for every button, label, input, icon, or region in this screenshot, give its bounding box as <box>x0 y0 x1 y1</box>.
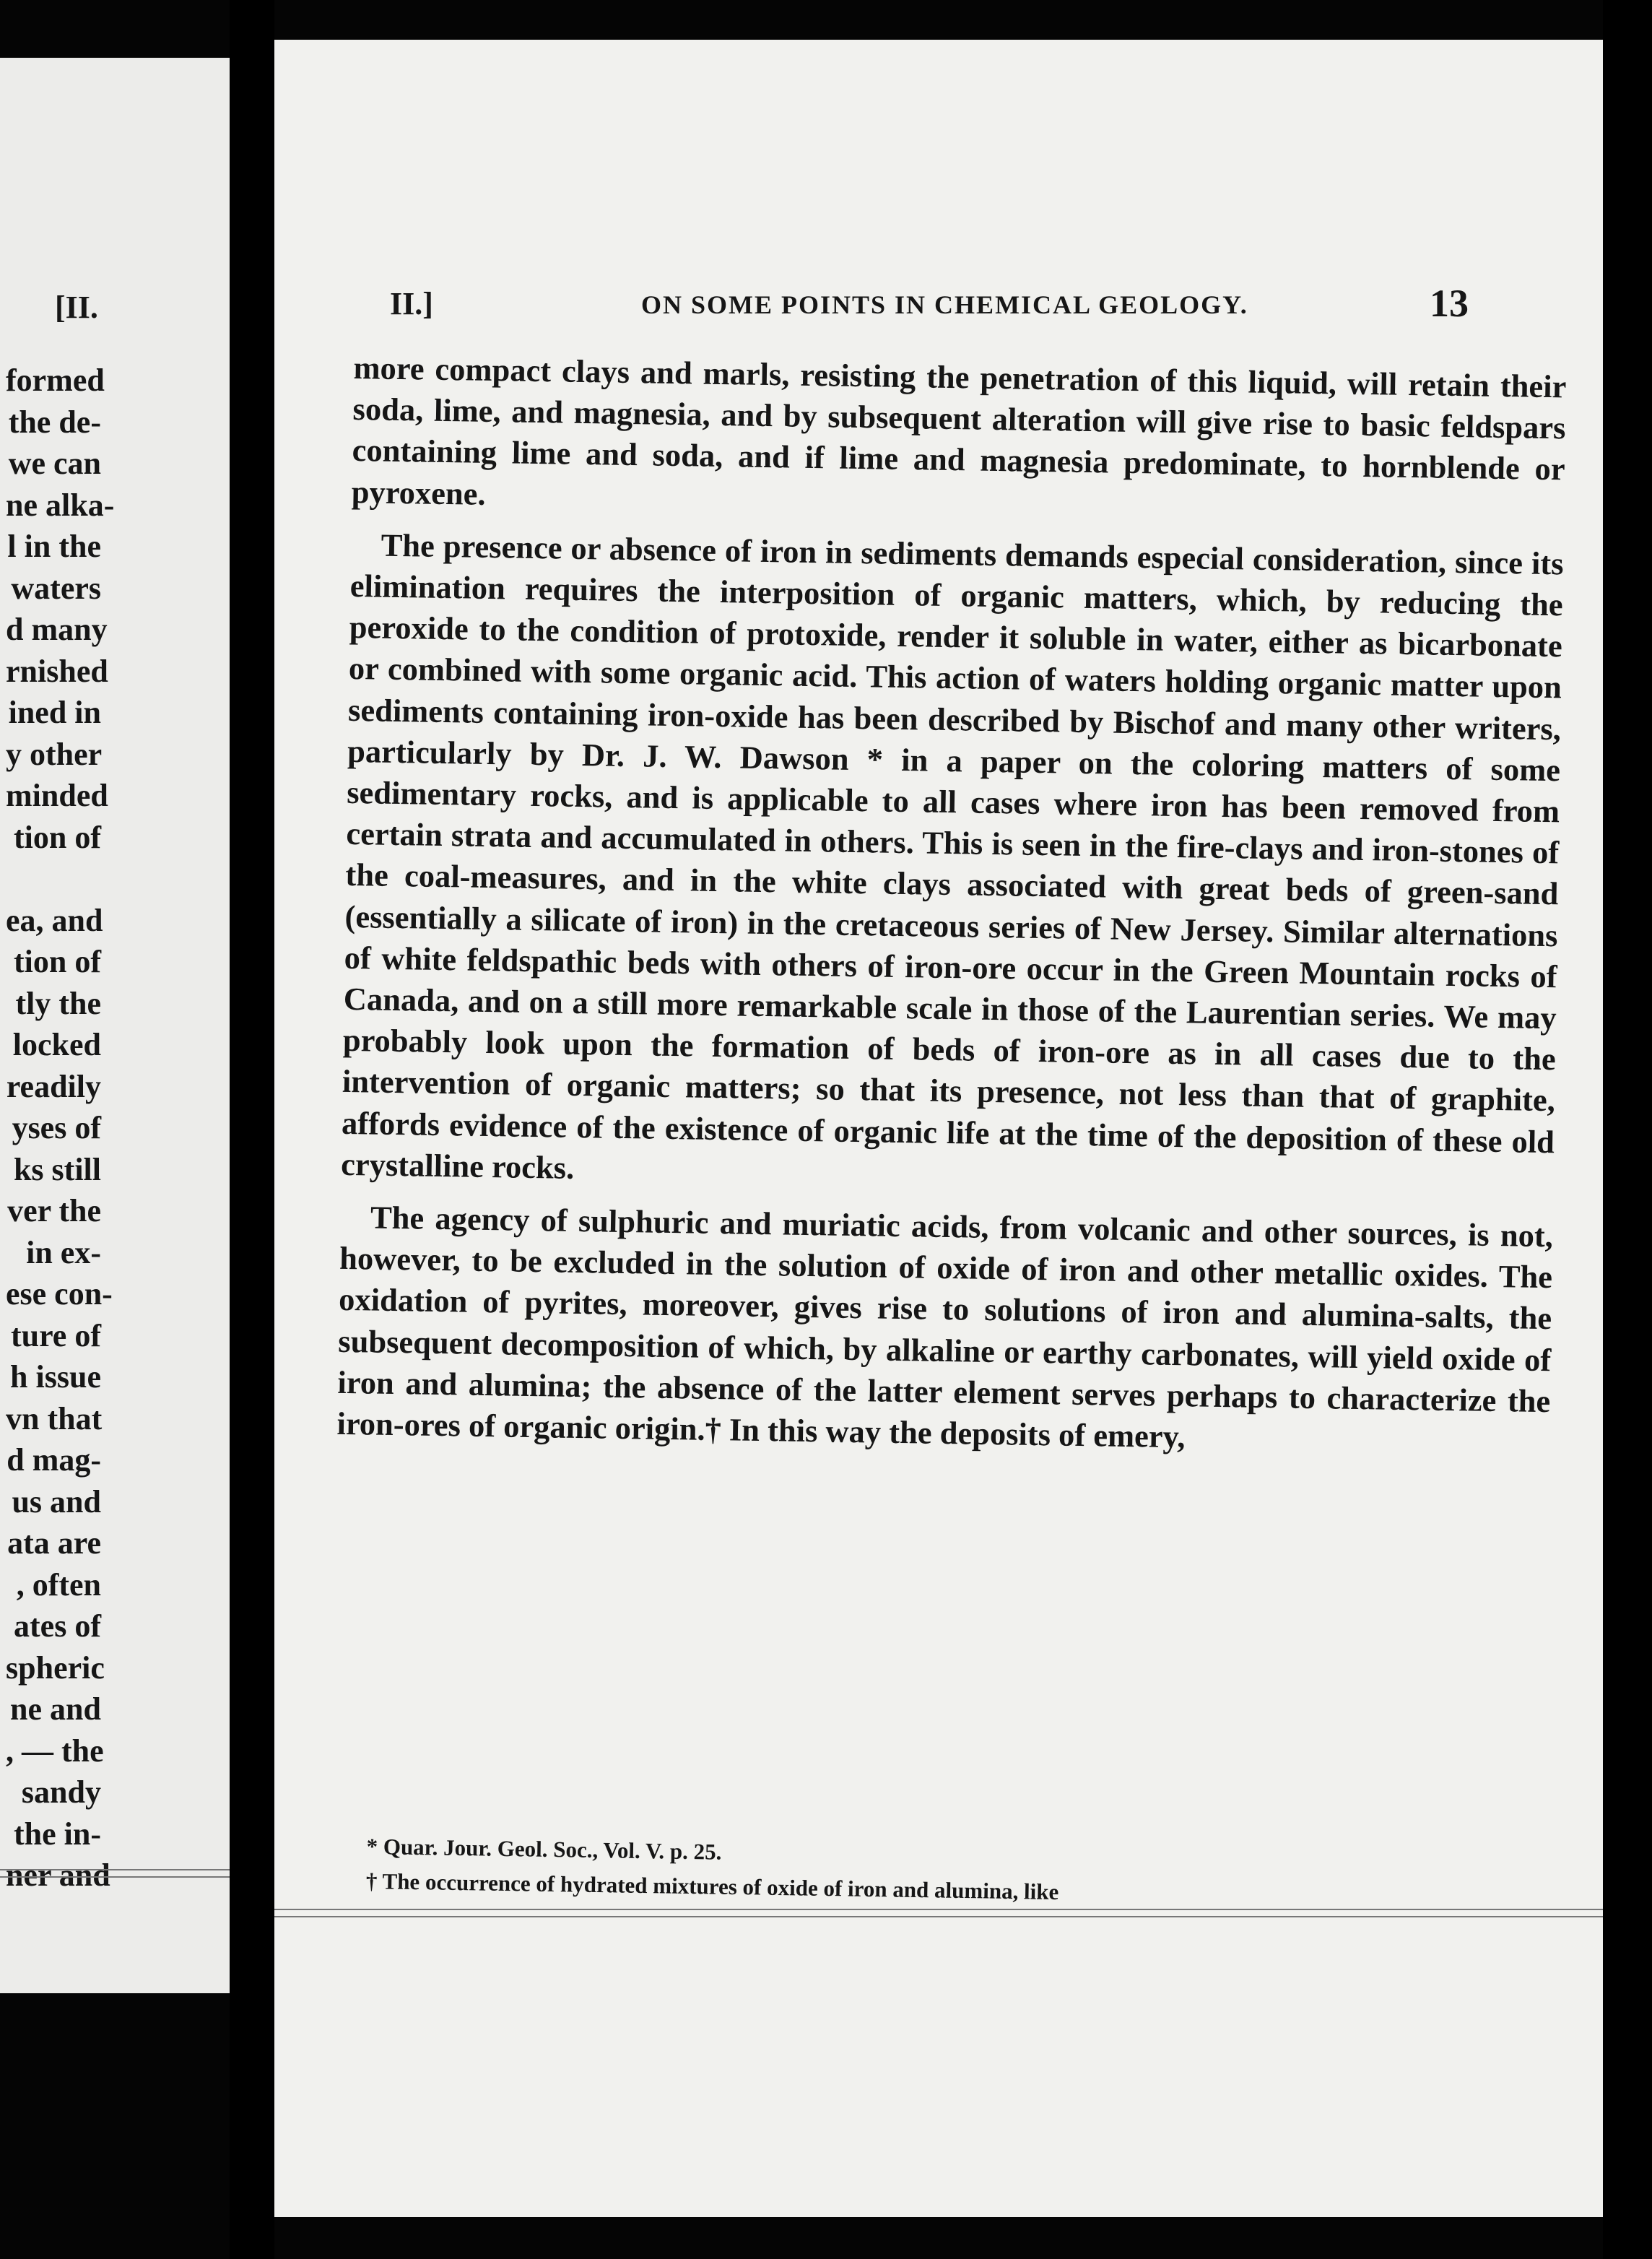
left-page-line: minded <box>6 778 108 813</box>
left-page-line: tion of <box>14 944 101 979</box>
left-page-line: readily <box>6 1068 101 1104</box>
left-page-line: ver the <box>7 1193 101 1228</box>
left-page-line: sandy <box>21 1774 101 1810</box>
page-number: 13 <box>1430 282 1469 325</box>
body-text <box>336 347 1567 1475</box>
page-edge <box>1603 0 1652 2259</box>
left-page-line: waters <box>11 570 101 606</box>
book-gutter <box>230 0 274 2259</box>
footnote-rule <box>274 1909 1603 1917</box>
left-page-rule <box>0 1869 230 1878</box>
left-page-text <box>0 58 230 1993</box>
left-page-line: tion of <box>14 819 101 855</box>
left-page-line: vn that <box>6 1400 103 1436</box>
left-page-line: ner and <box>6 1857 110 1893</box>
left-page-line: formed <box>6 363 105 398</box>
paragraph: The presence or absence of iron in sediments demands especial consideration, since its elimination requires the interposition of organic matters, which, by reducing the peroxide to the condition of protoxide, render it soluble in water, either as bicarbonate or combined with some organic acid. This action of waters holding organic matter upon sediments containing iron-oxide has been described by Bischof and many other writers, particularly by Dr. J. W. Dawson * in a paper on the coloring matters of some sedimentary rocks, and is applicable to all cases where iron has been removed from certain strata and accumulated in others. This is seen in the fire-clays and iron-stones of the coal-measures, and in the white clays associated with great beds of green-sand (essentially a silicate of iron) in the cretaceous series of New Jersey. Similar alternations of white feldspathic beds with others of iron-ore occur in the Green Mountain rocks of Canada, and on a still more remarkable scale in those of the Laurentian series. We may probably look upon the formation of beds of iron-ore as in all cases due to the intervention of organic matters; so that its presence, not less than that of graphite, affords evidence of the existence of organic life at the time of the deposition of these old crystalline rocks. <box>340 526 1564 1186</box>
left-page-line: , — the <box>6 1733 104 1769</box>
left-page-line: , often <box>16 1566 101 1603</box>
running-title: ON SOME POINTS IN CHEMICAL GEOLOGY. <box>641 290 1248 319</box>
left-page-line: ne and <box>10 1691 101 1727</box>
left-page-line: in ex- <box>26 1234 101 1270</box>
left-page-line: tly the <box>15 985 101 1021</box>
left-page-line: ture of <box>10 1317 101 1353</box>
left-page-line: ata are <box>7 1525 101 1561</box>
footnotes <box>365 1829 1565 1917</box>
left-page-line: ks still <box>13 1151 101 1187</box>
left-page-line: ese con- <box>6 1276 113 1311</box>
left-page-line: ea, and <box>6 902 103 938</box>
left-page-line: l in the <box>7 529 101 564</box>
footnote: * Quar. Jour. Geol. Soc., Vol. V. p. 25. <box>366 1833 722 1865</box>
left-page-line: ined in <box>8 695 101 730</box>
running-head <box>390 282 1603 329</box>
left-page-line: we can <box>8 446 101 481</box>
left-page-line: rnished <box>6 653 108 689</box>
left-page-line: spheric <box>6 1649 105 1686</box>
left-page-line: the de- <box>8 404 101 440</box>
left-page <box>0 58 230 1993</box>
paragraph: The agency of sulphuric and muriatic acids, from volcanic and other sources, is not, however, to be excluded in the solution of oxide of iron and other metallic oxides. The oxidation of pyrites, moreover, gives rise to solutions of iron and alumina-salts, the subsequent decomposition of which, by alkaline or earthy carbonates, will yield oxide of iron and alumina; the absence of the latter element serves perhaps to characterize the iron-ores of organic origin.† In this way the deposits of emery, <box>336 1199 1554 1455</box>
left-page-line: yses of <box>12 1110 101 1145</box>
chapter-marker: II.] <box>390 286 433 321</box>
left-page-line: d mag- <box>6 1442 101 1478</box>
paragraph: more compact clays and marls, resisting the penetration of this liquid, will retain their soda, lime, and magnesia, and by subsequent alteration will give rise to basic feldspars containing lime and soda, and if lime and magnesia predominate, to hornblende or pyroxene. <box>351 349 1567 512</box>
left-page-line: d many <box>6 612 108 647</box>
left-page-line: locked <box>12 1027 101 1062</box>
left-page-line: ne alka- <box>6 487 115 523</box>
footnote: † The occurrence of hydrated mixtures of oxide of iron and alumina, like <box>365 1868 1059 1905</box>
left-page-line: ates of <box>14 1608 101 1644</box>
left-page-line: us and <box>12 1483 101 1519</box>
left-page-header: [II. <box>55 290 98 325</box>
left-page-line: h issue <box>10 1359 101 1395</box>
left-page-line: the in- <box>14 1816 101 1852</box>
right-page <box>274 40 1603 2217</box>
left-page-line: y other <box>6 736 103 772</box>
